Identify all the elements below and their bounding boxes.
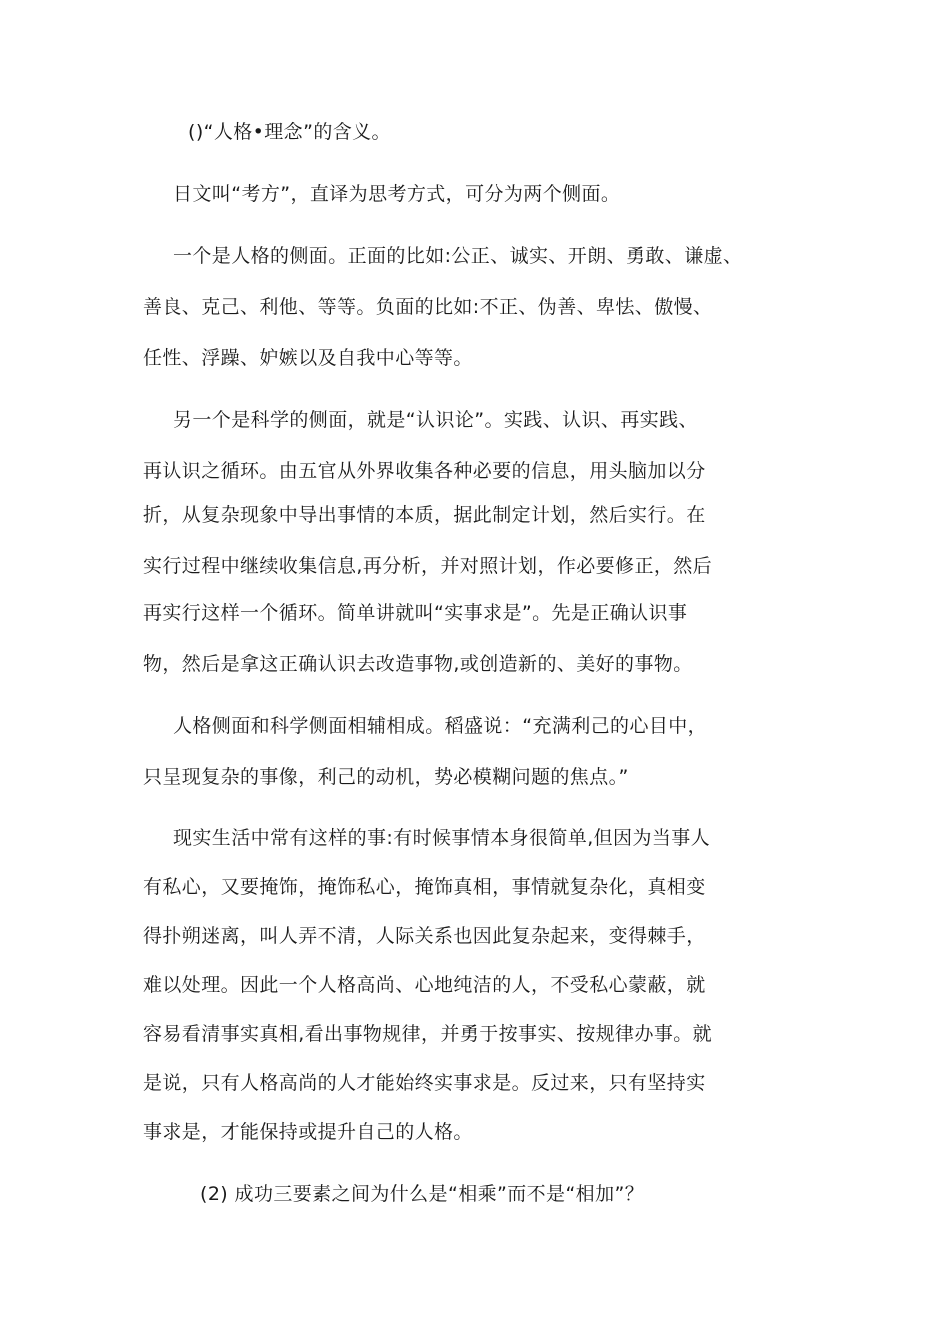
paragraph-line: 得扑朔迷离，叫人弄不清，人际关系也因此复杂起来，变得棘手， [143, 925, 706, 947]
paragraph-line: 一个是人格的侧面。正面的比如:公正、诚实、开朗、勇敢、谦虚、 [173, 245, 743, 267]
paragraph-line: 物，然后是拿这正确认识去改造事物,或创造新的、美好的事物。 [143, 653, 693, 675]
paragraph-line: 另一个是科学的侧面，就是“认识论”。实践、认识、再实践、 [173, 409, 698, 431]
paragraph-line: 人格侧面和科学侧面相辅相成。稻盛说：“充满利己的心目中， [173, 715, 708, 737]
paragraph-line: 善良、克己、利他、等等。负面的比如:不正、伪善、卑怯、傲慢、 [143, 296, 713, 318]
section-heading-line: ()“人格•理念”的含义。 [188, 121, 391, 143]
paragraph-line: 现实生活中常有这样的事:有时候事情本身很简单,但因为当事人 [173, 827, 711, 849]
paragraph-line: 再实行这样一个循环。简单讲就叫“实事求是”。先是正确认识事 [143, 602, 688, 624]
paragraph-line: 容易看清事实真相,看出事物规律，并勇于按事实、按规律办事。就 [143, 1023, 713, 1045]
paragraph-line: 实行过程中继续收集信息,再分析，并对照计划，作必要修正，然后 [143, 555, 713, 577]
paragraph-line: 事求是，才能保持或提升自己的人格。 [143, 1121, 473, 1143]
section-heading-line: (2) 成功三要素之间为什么是“相乘”而不是“相加”？ [200, 1183, 645, 1205]
paragraph-line: 有私心，又要掩饰，掩饰私心，掩饰真相，事情就复杂化，真相变 [143, 876, 706, 898]
paragraph-line: 只呈现复杂的事像，利己的动机，势必模糊问题的焦点。” [143, 766, 629, 788]
paragraph-line: 再认识之循环。由五官从外界收集各种必要的信息，用头脑加以分 [143, 460, 706, 482]
paragraph-line: 难以处理。因此一个人格高尚、心地纯洁的人，不受私心蒙蔽，就 [143, 974, 706, 996]
paragraph-line: 日文叫“考方”，直译为思考方式，可分为两个侧面。 [173, 183, 621, 205]
paragraph-line: 任性、浮躁、妒嫉以及自我中心等等。 [143, 347, 473, 369]
paragraph-line: 折，从复杂现象中导出事情的本质，据此制定计划，然后实行。在 [143, 504, 706, 526]
paragraph-line: 是说，只有人格高尚的人才能始终实事求是。反过来，只有坚持实 [143, 1072, 706, 1094]
